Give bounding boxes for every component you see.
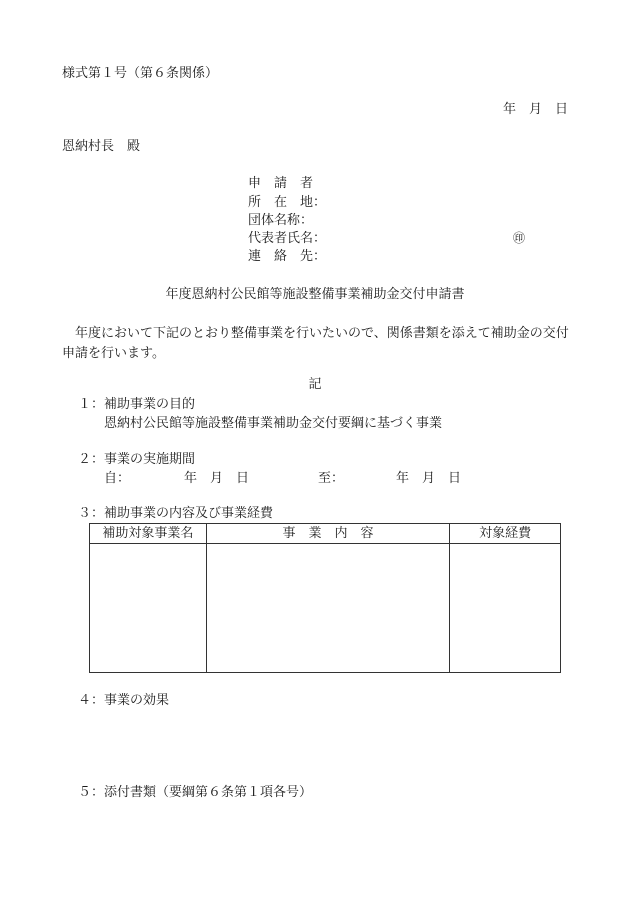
item-attachments-heading: ５：添付書類（要綱第６条第１項各号） [78, 785, 313, 800]
form-number: 様式第１号（第６条関係） [62, 66, 219, 81]
period-to-label: 至： [318, 471, 345, 486]
cell-project-name [90, 544, 207, 673]
applicant-title: 申 請 者 [248, 176, 314, 191]
cell-eligible-cost [450, 544, 561, 673]
column-header-project-name: 補助対象事業名 [90, 524, 207, 544]
applicant-field-contact [248, 250, 326, 263]
period-from-date: 年 月 日 [184, 471, 250, 486]
table-header-row [90, 524, 561, 544]
document-title: 年度恩納村公民館等施設整備事業補助金交付申請書 [165, 287, 465, 302]
field-label: 代表者氏名： [248, 231, 327, 246]
seal-mark: ㊞ [513, 231, 526, 245]
applicant-field-representative [248, 232, 326, 245]
item-contents-heading: ３：補助事業の内容及び事業経費 [78, 506, 274, 521]
ki-heading: 記 [308, 377, 322, 392]
addressee: 恩納村長 殿 [62, 139, 141, 154]
applicant-field-address [248, 196, 326, 209]
expense-table [89, 523, 561, 673]
period-from-label: 自： [104, 471, 131, 486]
intro-paragraph: 年度において下記のとおり整備事業を行いたいので、関係書類を添えて補助金の交付申請を行います。 [62, 326, 569, 361]
item-purpose-body: 恩納村公民館等施設整備事業補助金交付要綱に基づく事業 [104, 416, 443, 431]
column-header-eligible-cost: 対象経費 [450, 524, 561, 544]
applicant-field-organization [248, 214, 326, 227]
field-label: 所 在 地： [248, 195, 327, 210]
item-period-heading: ２：事業の実施期間 [78, 452, 196, 467]
period-to-date: 年 月 日 [396, 471, 462, 486]
column-header-project-contents: 事 業 内 容 [206, 524, 449, 544]
item-effect-heading: ４：事業の効果 [78, 693, 170, 708]
cell-project-contents [206, 544, 449, 673]
field-label: 団体名称： [248, 213, 314, 228]
item-purpose-heading: １：補助事業の目的 [78, 397, 196, 412]
field-label: 連 絡 先： [248, 249, 327, 264]
application-date: 年 月 日 [502, 102, 568, 117]
table-row [90, 544, 561, 673]
